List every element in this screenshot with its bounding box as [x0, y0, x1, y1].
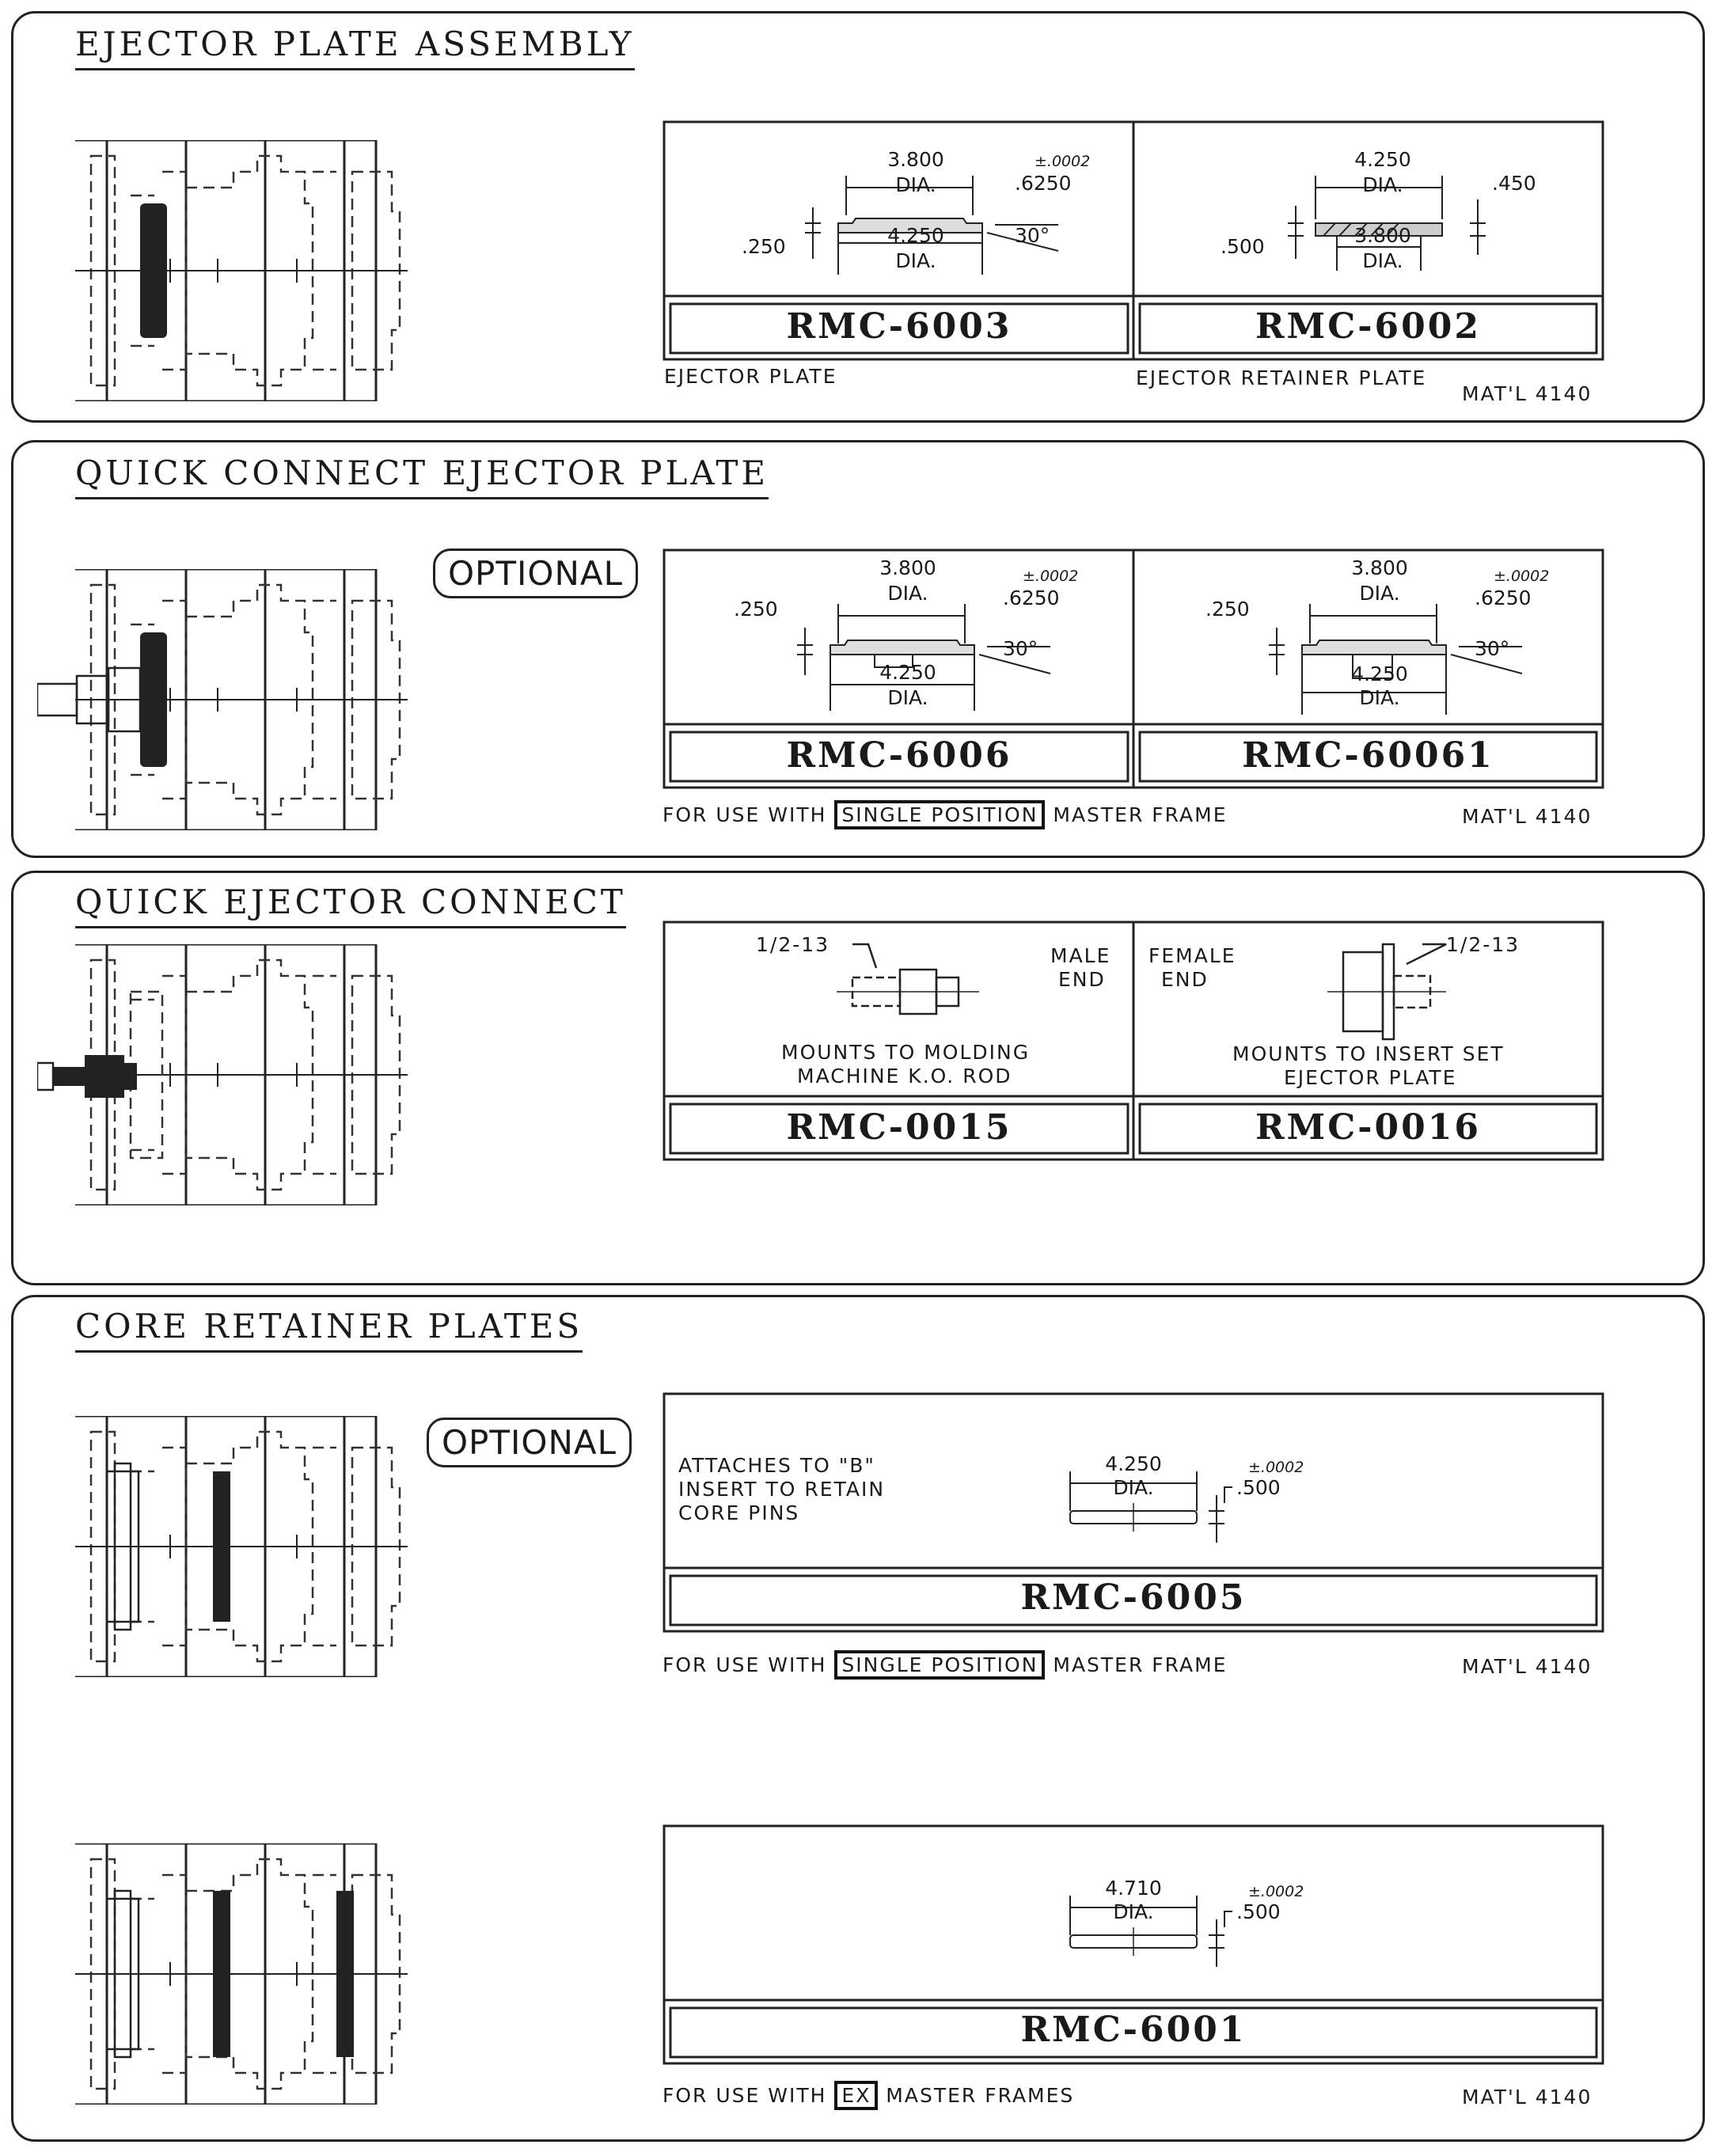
part-number: RMC-6003 — [786, 306, 1012, 347]
section-ejector-plate-assembly — [11, 11, 1705, 423]
frame-core-retainer-diagram — [75, 1416, 471, 1685]
part-number: RMC-0016 — [1255, 1107, 1481, 1148]
section-title: CORE RETAINER PLATES — [75, 1307, 583, 1353]
part-description: INSERT TO RETAIN — [678, 1478, 886, 1501]
dim-unit: DIA. — [1362, 173, 1403, 196]
part-description: MACHINE K.O. ROD — [797, 1065, 1012, 1087]
usage-note — [662, 803, 1228, 826]
material-label: MAT'L 4140 — [1462, 2086, 1593, 2109]
dim-unit: DIA. — [1362, 249, 1403, 272]
dim-top: 4.250 — [1354, 148, 1411, 171]
dim-bottom: 4.250 — [879, 661, 936, 684]
dim-top: 3.800 — [887, 148, 944, 171]
dim-bottom: 3.800 — [1354, 224, 1411, 247]
dim-angle: 30° — [1475, 637, 1510, 660]
dim-tolerance: ±.0002 — [1035, 153, 1091, 170]
dim-height: .500 — [1236, 1476, 1281, 1499]
optional-badge: OPTIONAL — [427, 1418, 632, 1467]
note-suffix: MASTER FRAME — [1053, 1653, 1228, 1676]
frame-quick-connect-diagram — [37, 569, 449, 838]
dim-unit: DIA. — [1113, 1900, 1154, 1923]
dim-unit: DIA. — [1113, 1476, 1154, 1499]
thread-label: 1/2-13 — [756, 933, 830, 956]
dim-tolerance: ±.0002 — [1248, 1459, 1304, 1476]
note-suffix: MASTER FRAME — [1053, 803, 1228, 826]
part-description: CORE PINS — [678, 1501, 800, 1524]
dim-unit: DIA. — [1359, 686, 1400, 709]
dim-tolerance: ±.0002 — [1494, 567, 1550, 585]
part-number: RMC-6005 — [1020, 1577, 1247, 1618]
usage-note — [662, 2084, 1074, 2107]
dim-height: .500 — [1236, 1900, 1281, 1923]
end-label: FEMALE — [1148, 944, 1236, 967]
note-prefix: FOR USE WITH — [662, 1653, 827, 1676]
dim-height: .450 — [1492, 172, 1536, 195]
frame-assembly-diagram — [75, 140, 471, 409]
end-label: END — [1058, 968, 1106, 991]
part-description: EJECTOR PLATE — [1284, 1066, 1457, 1089]
dim-thickness: .500 — [1221, 235, 1265, 258]
frame-ejector-connect-diagram — [37, 944, 449, 1213]
section-quick-ejector-connect — [11, 871, 1705, 1285]
note-suffix: MASTER FRAMES — [886, 2084, 1075, 2107]
dim-unit: DIA. — [887, 582, 928, 605]
section-title: QUICK EJECTOR CONNECT — [75, 883, 626, 928]
note-boxed: SINGLE POSITION — [834, 1650, 1045, 1680]
material-label: MAT'L 4140 — [1462, 382, 1593, 405]
note-prefix: FOR USE WITH — [662, 803, 827, 826]
dim-thickness: .250 — [1205, 598, 1250, 621]
dim-top: 3.800 — [879, 556, 936, 579]
frame-core-retainer-diagram — [75, 1843, 471, 2112]
dim-top: 4.250 — [1105, 1452, 1162, 1475]
part-caption: EJECTOR RETAINER PLATE — [1136, 366, 1427, 389]
part-number: RMC-0015 — [786, 1107, 1012, 1148]
dim-thickness: .250 — [734, 598, 778, 621]
part-number: RMC-6006 — [786, 735, 1012, 776]
dim-bottom: 4.250 — [1351, 662, 1408, 685]
dim-bottom: 4.250 — [887, 224, 944, 247]
dim-tolerance: ±.0002 — [1023, 567, 1079, 585]
dim-angle: 30° — [1003, 637, 1038, 660]
section-title: EJECTOR PLATE ASSEMBLY — [75, 25, 635, 70]
thread-label: 1/2-13 — [1446, 933, 1520, 956]
note-boxed: SINGLE POSITION — [834, 800, 1045, 829]
dim-unit: DIA. — [895, 173, 936, 196]
part-description: MOUNTS TO INSERT SET — [1232, 1042, 1505, 1065]
dim-unit: DIA. — [1359, 582, 1400, 605]
dim-tolerance: ±.0002 — [1248, 1883, 1304, 1900]
part-number: RMC-6001 — [1020, 2010, 1247, 2050]
dim-height: .6250 — [1475, 586, 1532, 609]
note-boxed: EX — [834, 2081, 878, 2110]
dim-angle: 30° — [1015, 224, 1050, 247]
dim-thickness: .250 — [742, 235, 786, 258]
end-label: END — [1161, 968, 1209, 991]
optional-badge: OPTIONAL — [433, 548, 638, 598]
end-label: MALE — [1050, 944, 1111, 967]
dim-top: 4.710 — [1105, 1877, 1162, 1900]
part-number: RMC-6002 — [1255, 306, 1481, 347]
material-label: MAT'L 4140 — [1462, 1655, 1593, 1678]
dim-height: .6250 — [1015, 172, 1072, 195]
dim-height: .6250 — [1003, 586, 1060, 609]
dim-top: 3.800 — [1351, 556, 1408, 579]
material-label: MAT'L 4140 — [1462, 805, 1593, 828]
section-quick-connect-ejector-plate — [11, 440, 1705, 858]
section-core-retainer-plates — [11, 1295, 1705, 2142]
part-number: RMC-60061 — [1242, 735, 1494, 776]
section-title: QUICK CONNECT EJECTOR PLATE — [75, 454, 769, 499]
part-description: ATTACHES TO "B" — [678, 1454, 875, 1477]
usage-note — [662, 1653, 1228, 1676]
part-description: MOUNTS TO MOLDING — [781, 1041, 1031, 1064]
dim-unit: DIA. — [895, 249, 936, 272]
dim-unit: DIA. — [887, 686, 928, 709]
note-prefix: FOR USE WITH — [662, 2084, 827, 2107]
part-caption: EJECTOR PLATE — [664, 365, 837, 388]
